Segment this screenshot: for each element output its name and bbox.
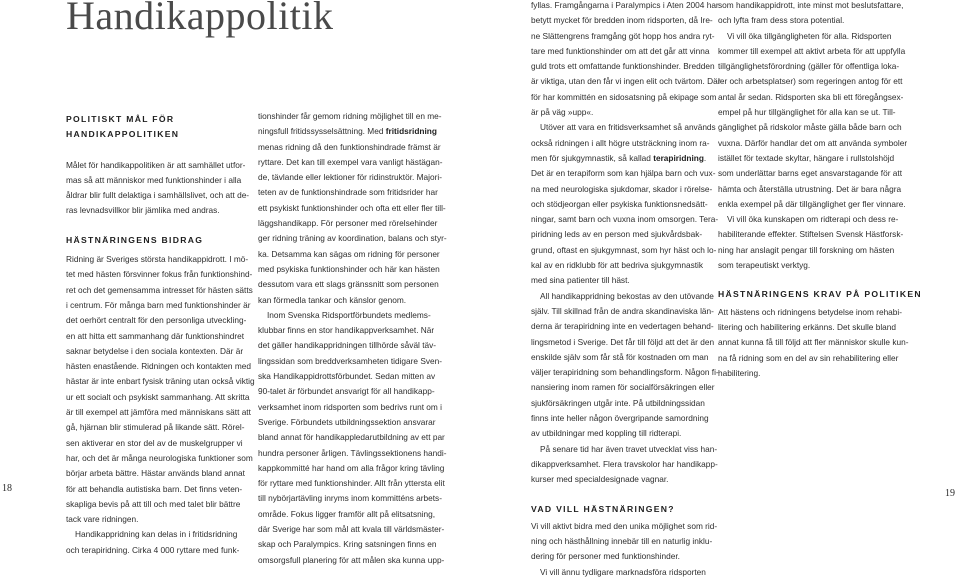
- paragraph-demands: [718, 305, 909, 381]
- paragraph-accessibility: [718, 29, 908, 213]
- text-line: klubbar finns en stor handikappverksamhet. När: [258, 325, 435, 336]
- text-line: ras levnadsvillkor blir jämlika med andras.: [66, 205, 220, 216]
- text-line: gå, hjärnan blir stimulerad på likande sätt. Rörel-: [66, 422, 245, 433]
- text-line: de, tävlande eller lektioner för ridinstruktör. Majori-: [258, 172, 442, 183]
- section-heading-demands-on-politics: HÄSTNÄRINGENS KRAV PÅ POLITIKEN: [718, 289, 922, 300]
- text-line: kurser med specialdesignade vagnar.: [531, 474, 669, 485]
- text-line: Vi vill aktivt bidra med den unika möjlighet som rid-: [531, 520, 718, 531]
- text-line: ning har anslagit pengar till forskning om hästen: [718, 244, 895, 255]
- text-line: och stödjeorgan eller psykiska funktionsnedsätt-: [531, 198, 708, 209]
- text-line: hästar är inte enbart fysisk träning utan också viktig: [66, 376, 255, 387]
- text-line: skapliga bevis på att till och med talet blir bättre: [66, 498, 241, 509]
- text-line: sen aktiverar en stor del av de muskelgrupper vi: [66, 437, 243, 448]
- section-heading-what-does-industry-want: VAD VILL HÄSTNÄRINGEN?: [531, 503, 675, 514]
- text-line: tionshinder får gemom ridning möjlighet till en me-: [258, 111, 442, 121]
- text-line: det gäller handikappridningen tillhörde såväl täv-: [258, 340, 437, 351]
- text-line: det oerhört centralt för den personliga utveckling-: [66, 315, 247, 326]
- text-line: som underlättar barns eget ansvarstagande för att: [718, 168, 903, 179]
- text-line: och terapiridning. Cirka 4 000 ryttare med funk-: [66, 544, 240, 555]
- text-line: av utbildningar med koppling till ridterapi.: [531, 428, 682, 439]
- text-line: dikappverksamhet. Flera travskolor har handikapp-: [531, 458, 718, 469]
- text-line: lingssidan som breddverksamheten tidigare Sven-: [258, 355, 443, 366]
- text-line: Handikappridning kan delas in i fritidsridning: [75, 529, 238, 540]
- text-line: habiliterande effekter. Stiftelsen Svensk Hästforsk-: [718, 229, 904, 240]
- text-line: enskilde själv som får stå för kostnaden om man: [531, 351, 709, 362]
- text-line: saknar betydelse i den sociala kontexten. Där är: [66, 345, 244, 356]
- text-line: Inom Svenska Ridsportförbundets medlems-: [267, 309, 431, 320]
- text-line: lingsmetod i Sverige. Det får till följd att det är den: [531, 336, 715, 347]
- text-line: åldrar blir fullt delaktiga i samhällslivet, och att de-: [66, 190, 250, 201]
- text-line: ler och arbetsplatser) som regeringen antog för ett: [718, 76, 903, 87]
- text-line: gänglighet på ridskolor måste gälla både barn och: [718, 122, 902, 133]
- text-line: men för sjukgymnastik, så kallad terapiridning.: [531, 152, 707, 163]
- text-line: habilitering.: [718, 367, 761, 378]
- text-line: litering och habilitering erkänns. Det skulle bland: [718, 321, 897, 332]
- text-line: ret och det gemensamma intresset för hästen sätts: [66, 284, 253, 295]
- text-line: läggshandikapp. För personer med rörelsehinder: [258, 218, 438, 229]
- text-line: annat kunna få till följd att fler människor skulle kun-: [718, 337, 909, 348]
- paragraph-therapy-riding: [531, 166, 719, 288]
- text-line: ur ett socialt och psykiskt sammanhang. Att skritta: [66, 391, 250, 402]
- text-line: skap och Paralympics. Kring satsningen finns en: [258, 539, 437, 550]
- text-line: själv. Till skillnad från de andra skandinaviska län-: [531, 305, 714, 316]
- text-line: teten av de funktionshindrade som fritidsrider har: [258, 187, 438, 198]
- text-line: ger ridning träning av koordination, balans och styr-: [258, 233, 447, 244]
- text-line: och lyfta fram dess stora potential.: [718, 15, 845, 26]
- text-line: ning och hästhållning innebär till en naturlig inklu-: [531, 536, 713, 547]
- text-line: mas så att människor med funktionshinder i alla: [66, 174, 242, 185]
- paragraph-marketing: [718, 0, 904, 29]
- text-line: Det är en terapiform som kan hjälpa barn och vux-: [531, 168, 716, 179]
- column-2: [258, 109, 447, 568]
- text-line: där Sverige har som mål att kvala till världsmäster-: [258, 524, 445, 535]
- text-line: har, och det är många neurologiska funktioner som: [66, 452, 253, 463]
- text-line: som handikappidrott, inte minst mot beslutsfattare,: [718, 0, 904, 10]
- text-line: Vi vill ännu tydligare marknadsföra ridsporten: [540, 566, 706, 577]
- paragraph-goal: [66, 158, 250, 219]
- text-line: kommer till exempel att aktivt arbeta för att uppfylla: [718, 45, 906, 56]
- text-line: tare med funktionshinder om att det går att vinna: [531, 45, 710, 56]
- text-line: tet med hästen försvinner fokus från funktionshind-: [66, 269, 253, 280]
- text-line: väljer terapiridning som behandlingsform. Någon fi-: [531, 367, 719, 378]
- text-line: kan förmedla tankar och känslor genom.: [258, 294, 407, 305]
- text-line: är viktiga, utan den får vi ingen elit och tvärtom. Där-: [531, 76, 724, 87]
- text-line: ska Handikappidrottsförbundet. Sedan mitten av: [258, 371, 436, 382]
- text-line: piridning leds av en person med sjukvårdsbak-: [531, 229, 703, 240]
- text-line: tillgänglighetsförordning (gäller för offentliga loka-: [718, 61, 900, 72]
- text-line: en att hitta ett sammanhang där funktionshindret: [66, 330, 245, 341]
- text-line: börjar arbeta bättre. Hästar används bland annat: [66, 468, 245, 479]
- text-line: bland annat för handikappledarutbildning av ett par: [258, 432, 445, 443]
- text-line: ka. Detsamma kan sägas om ridning för personer: [258, 248, 440, 259]
- keyword-terapiridning: terapiridning: [653, 152, 704, 163]
- text-line: område. Fokus ligger framför allt på elitsatsning,: [258, 508, 436, 519]
- text-line: dessutom vara ett slags gränssnitt som personen: [258, 279, 439, 290]
- text-line: menas ridning då den funktionshindrade främst är: [258, 141, 441, 152]
- text-line: tack vare ridningen.: [66, 514, 139, 525]
- text-line: dering för personer med funktionshinder.: [531, 551, 680, 562]
- paragraph-trotting: [531, 442, 718, 488]
- section-heading-political-goal: POLITISKT MÅL FÖR: [66, 114, 175, 124]
- text-line: kappkommitté har hand om alla frågor kring tävling: [258, 462, 445, 473]
- text-line: na med neurologiska sjukdomar, skador i rörelse-: [531, 183, 713, 194]
- column-1: [66, 112, 255, 558]
- text-line: fyllas. Framgångarna i Paralympics i Aten 2004 har: [531, 0, 719, 10]
- text-line: hämta och återställa utrustning. Det är bara några: [718, 183, 902, 194]
- paragraph-therapy-knowledge: [718, 212, 904, 273]
- text-line: istället för textade skyltar, hängare i rullstolshöjd: [718, 152, 895, 163]
- paragraph-handicap-riding: [66, 527, 244, 558]
- paragraph-leisure-riding: [258, 140, 447, 308]
- text-line: Sverige. Förbundets utbildningssektion ansvarar: [258, 416, 436, 427]
- paragraph-costs: [531, 289, 719, 442]
- text-line: också ridningen i allt högre utsträckning inom ra-: [531, 137, 710, 148]
- text-line: grund, oftast en sjukgymnast, som hyr häst och lo-: [531, 244, 717, 255]
- text-line: sjukförsäkringen utgår inte. På utbildningssidan: [531, 397, 705, 408]
- text-line: ningar, samt barn och vuxna inom omsorgen. Tera-: [531, 214, 719, 225]
- text-line: hästen enastående. Ridningen och kontakten med: [66, 361, 251, 372]
- section-heading-political-goal-line2: HANDIKAPPOLITIKEN: [66, 129, 180, 140]
- text-line: är på väg »upp«.: [531, 107, 594, 118]
- text-line: verksamhet inom ridsporten som bedrivs runt om i: [258, 401, 442, 412]
- page-number-right: 19: [945, 488, 955, 499]
- text-line: som terapeutiskt verktyg.: [718, 260, 811, 271]
- text-line: empel på hur tillgänglighet för alla kan se ut. Till-: [718, 107, 896, 118]
- text-line: betytt mycket för bredden inom ridsporten, då Ire-: [531, 15, 713, 26]
- text-line: för ryttare med funktionshinder. Allt från yttersta elit: [258, 478, 445, 489]
- text-line: med sina patienter till häst.: [531, 275, 630, 286]
- text-line: för att behandla autistiska barn. Det finns veten-: [66, 483, 243, 494]
- text-line: för har kommittén en sidosatsning på ekipage som: [531, 91, 717, 102]
- text-line: omsorgsfull planering för att målen ska kunna upp-: [258, 554, 445, 565]
- text-line: finns inte heller någon övergripande samordning: [531, 413, 709, 424]
- text-line: kal av en ridklubb för att bedriva sjukgymnastik: [531, 260, 704, 271]
- text-line: i centrum. För många barn med funktionshinder är: [66, 299, 251, 310]
- text-line: nansiering inom ramen för socialförsäkringen eller: [531, 382, 715, 393]
- text-line: Målet för handikappolitiken är att samhället utfor-: [66, 159, 246, 170]
- text-line: På senare tid har även travet utvecklat viss han-: [540, 443, 718, 454]
- text-line: hundra personer årligen. Tävlingssektionens handi-: [258, 447, 447, 458]
- paragraph-contribute: [531, 519, 718, 565]
- text-line: vuxna. Därför handlar det om att använda symboler: [718, 137, 908, 148]
- column-3: [531, 0, 724, 580]
- text-line: är till exempel att jämföra med människans sätt att: [66, 407, 251, 418]
- column-4: [718, 0, 922, 381]
- text-line: med psykiska funktionshinder och här kan hästen: [258, 263, 440, 274]
- text-line: Vi vill öka kunskapen om ridterapi och dess re-: [727, 214, 899, 225]
- text-line: ne Slättengrens framgång göt hopp hos andra ryt-: [531, 30, 715, 41]
- paragraph-riding: [66, 252, 255, 527]
- text-line: All handikappridning bekostas av den utövande: [540, 290, 714, 301]
- text-line: enkla exempel på där tillgänglighet ger fler vinnare.: [718, 198, 906, 209]
- text-line: antal år sedan. Ridsporten ska bli ett föregångsex-: [718, 91, 904, 102]
- page-number-left: 18: [2, 483, 12, 494]
- text-line: Vi vill öka tillgängligheten för alla. Ridsporten: [727, 30, 892, 41]
- page-title: Handikappolitik: [66, 0, 334, 38]
- paragraph-federation: [258, 308, 447, 568]
- text-line: derna är terapiridning inte en vedertagen behand-: [531, 321, 714, 332]
- text-line: guld trots ett omfattande funktionshinder. Bredden: [531, 61, 715, 72]
- text-line: Utöver att vara en fritidsverksamhet så används: [540, 122, 716, 133]
- paragraph-paralympics: [531, 0, 724, 120]
- text-line: ningsfull fritidssysselsättning. Med fritidsridning: [258, 126, 437, 137]
- text-line: na få ridning som en del av sin rehabilitering eller: [718, 352, 899, 363]
- text-line: 90-talet är förbundet ansvarigt för all handikapp-: [258, 386, 435, 397]
- text-line: till nybörjartävling inryms inom kommitténs arbets-: [258, 493, 442, 504]
- keyword-fritidsridning: fritidsridning: [385, 126, 437, 137]
- section-heading-horse-industry-contribution: HÄSTNÄRINGENS BIDRAG: [66, 234, 204, 245]
- text-line: Att hästens och ridningens betydelse inom rehabi-: [718, 306, 903, 317]
- text-line: ett psykiskt funktionshinder och ofta ett eller fler till-: [258, 202, 446, 213]
- text-line: ryttare. Det kan till exempel vara vanligt hästägan-: [258, 156, 443, 167]
- text-line: Ridning är Sveriges största handikappidrott. I mö-: [66, 254, 249, 265]
